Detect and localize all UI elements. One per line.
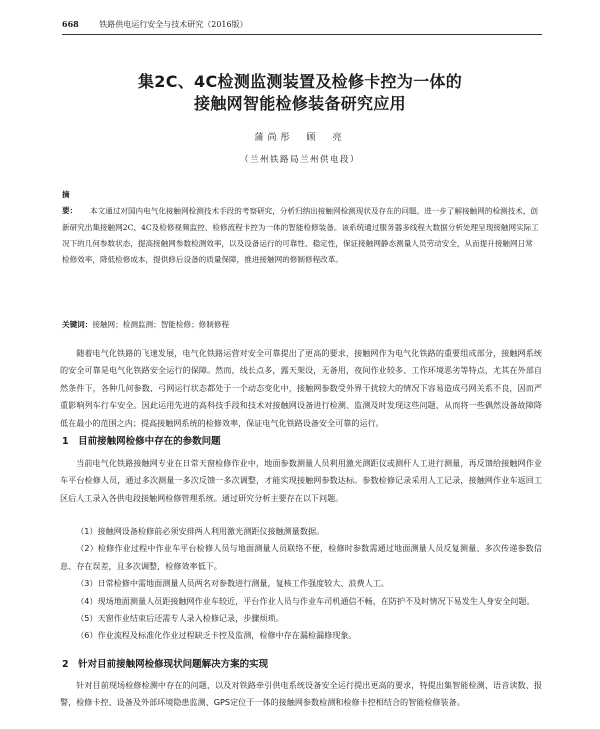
journal-title: 铁路供电运行安全与技术研究（2016版）: [99, 20, 248, 29]
paper-title-line-2: 接触网智能检修装备研究应用: [194, 94, 406, 113]
list-item: （5）天窗作业结束后还需专人录入检修记录，步骤烦琐。: [76, 613, 284, 624]
abstract: [62, 187, 540, 268]
header-rule: [62, 34, 542, 35]
keywords-text: 接触网；检测监测；智能检修；修制修程: [92, 320, 230, 329]
list-item: （4）现场地面测量人员距接触网作业车较近，平台作业人员与作业车司机通信不畅，在防护不及时情况下易发生人身安全问题。: [76, 595, 535, 606]
running-header: [62, 18, 542, 31]
section-1-paragraph: 当前电气化铁路接触网专业在日常天窗检修作业中，地面参数测量人员利用激光测距仪或测杆人工进行测量，再反馈给接触网作业车平台检修人员，通过多次测量一多次反馈一多次调整，才能实现接触网参数达标。参数检修记录采用人工记录，接触网作业车返回工区后人工录入各供电段接触网检修管理系统。通过研究分析主要存在以下问题。: [60, 458, 542, 503]
intro-paragraph: 随着电气化铁路的飞速发展，电气化铁路运营对安全可靠提出了更高的要求，接触网作为电气化铁路的重要组成部分，接触网系统的安全可靠是电气化铁路安全运行的保障。然而，线长点多，露天架设，无备用，夜间作业较多、工作环境恶劣等特点，尤其在外部自然条件下，各种几何参数、弓网运行状态都处于一个动态变化中，接触网参数受外界干扰较大的情况下容易造成弓网关系不良，因而严重影响列车行车安全。因此运用先进的高科技手段和技术对接触网设备进行检测、监测及时发现这些问题，从而将一些偶然设备故障降低在最小的范围之内；提高接触网系统的检修效率，保证电气化铁路设备安全可靠的运行。: [60, 348, 542, 428]
keywords-label: 关键词：: [62, 320, 93, 329]
list-item: （6）作业流程及标准化作业过程缺乏卡控及监测，检修中存在漏检漏修现象。: [76, 630, 357, 641]
page-number: 668: [62, 19, 79, 29]
keywords: [62, 318, 540, 332]
list-item: （2）检修作业过程中作业车平台检修人员与地面测量人员联络不便，检修时参数需通过地面测量人员反复测量、多次传递参数信息、存在误差，且多次调整，检修效率低下。: [60, 543, 542, 571]
author-names: 蒲尚彤 顾 亮: [254, 133, 346, 143]
abstract-label: 摘 要：: [62, 190, 78, 216]
section-2-paragraph: 针对目前现场检修检测中存在的问题，以及对铁路牵引供电系统设备安全运行提出更高的要求，特提出集智能检测、语音读数、报警，检修卡控、设备及外部环境隐患监测、GPS定位于一体的接触网参数检测和检修卡控相结合的智能检修装备。: [60, 680, 542, 708]
section-2-heading: 2 针对目前接触网检修现状问题解决方案的实现: [62, 659, 269, 670]
paper-title-line-1: 集2C、4C检测监测装置及检修卡控为一体的: [137, 72, 463, 91]
list-item: （3）日常检修中需地面测量人员两名对参数进行测量，复核工作强度较大、浪费人工。: [76, 578, 389, 589]
section-1-heading: 1 目前接触网检修中存在的参数问题: [62, 436, 221, 447]
issue-list: [60, 523, 542, 645]
author-affiliation: （兰州铁路局兰州供电段）: [239, 155, 360, 165]
list-item: （1）接触网设备检修前必须安排两人利用激光测距仪接触测量数据。: [76, 526, 325, 536]
abstract-text: 本文通过对国内电气化接触网检测技术手段的考察研究，分析归纳出接触网检测现状及存在的问题。进一步了解接触网的检测技术，创新研究出集接触网2C、4C及检修视频监控、检修流程卡控为一体的智能检修装备。该系统通过服务器多线程大数据分析处理呈现接触网实际工况下的几何参数状态，提高接触网参数检测效率，以及设备运行的可靠性、稳定性，保证接触网静态测量人员劳动安全，从而提升接触网日常检修效率，降低检修成本，提供修后设备的质量保障，推进接触网的修制修程改革。: [62, 206, 539, 265]
